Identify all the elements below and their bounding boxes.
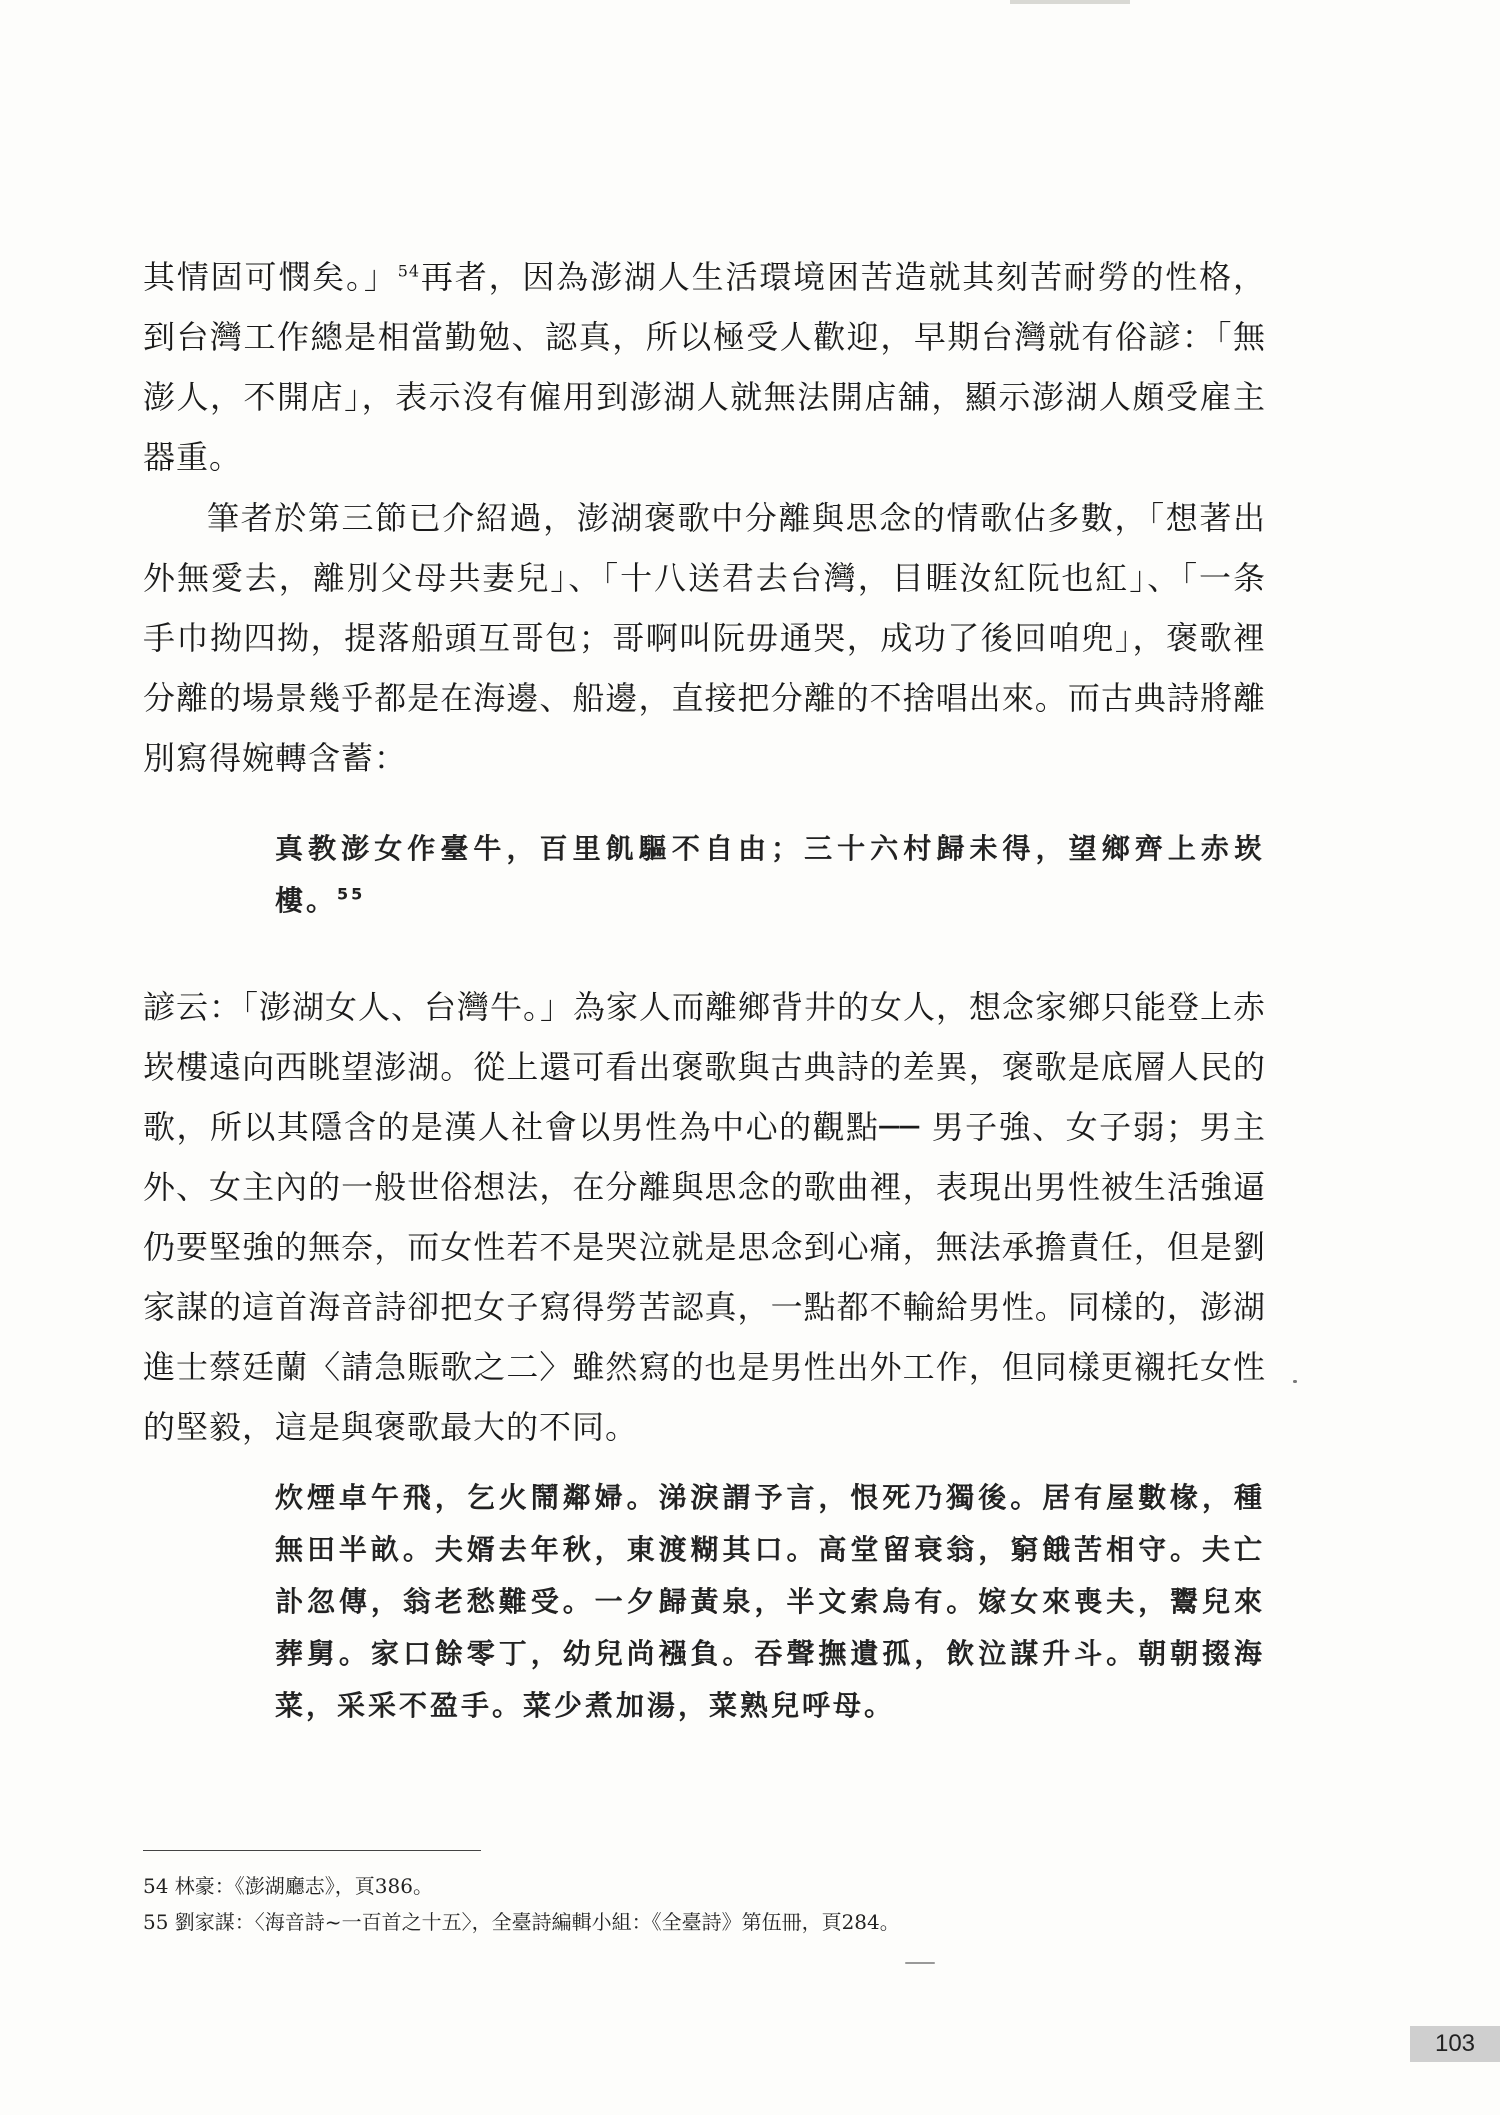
footnotes — [143, 1868, 1266, 1940]
footnote-ref-54[interactable]: 54 — [397, 261, 421, 281]
paragraph-1 — [143, 247, 1266, 487]
scan-speck — [1293, 1380, 1297, 1383]
paragraph-1-part-b: 再者，因為澎湖人生活環境困苦造就其刻苦耐勞的性格，到台灣工作總是相當勤勉、認真，所以極受人歡迎，早期台灣就有俗諺：「無澎人，不開店」，表示沒有僱用到澎湖人就無法開店舖，顯示澎湖人頗受雇主器重。 — [143, 258, 1266, 476]
poem-quote-1 — [275, 823, 1265, 927]
paragraph-2: 筆者於第三節已介紹過，澎湖褒歌中分離與思念的情歌佔多數，「想著出外無愛去，離別父母共妻兒」、「十八送君去台灣，目睚汝紅阮也紅」、「一条手巾拗四拗，提落船頭互哥包；哥啊叫阮毋通哭，成功了後回咱兜」，褒歌裡分離的場景幾乎都是在海邊、船邊，直接把分離的不捨唱出來。而古典詩將離別寫得婉轉含蓄： — [143, 499, 1266, 777]
footnote-ref-55[interactable]: 55 — [337, 884, 366, 904]
scan-speck — [905, 1962, 935, 1964]
footnote-divider — [143, 1850, 481, 1851]
poem-quote-1-text: 真教澎女作臺牛，百里飢驅不自由；三十六村歸未得，望鄉齊上赤崁樓。 — [275, 832, 1265, 917]
footnote-54: 54 林豪：《澎湖廳志》，頁386。 — [143, 1874, 433, 1898]
poem-quote-2: 炊煙卓午飛，乞火鬧鄰婦。涕淚謂予言，恨死乃獨後。居有屋數椽，種無田半畝。夫婿去年秋，東渡糊其口。高堂留衰翁，窮餓苦相守。夫亡訃忽傳，翁老愁難受。一夕歸黃泉，半文索烏有。嫁女來喪夫，鬻兒來葬舅。家口餘零丁，幼兒尚襁負。吞聲撫遺孤，飲泣謀升斗。朝朝掇海菜，采采不盈手。菜少煮加湯，菜熟兒呼母。 — [275, 1481, 1265, 1722]
paragraph-3: 諺云：「澎湖女人、台灣牛。」為家人而離鄉背井的女人，想念家鄉只能登上赤崁樓遠向西眺望澎湖。從上還可看出褒歌與古典詩的差異，褒歌是底層人民的歌，所以其隱含的是漢人社會以男性為中心的觀點── 男子強、女子弱；男主外、女主內的一般世俗想法，在分離與思念的歌曲裡，表現出男性被生活強逼仍要堅強的無奈，而女性若不是哭泣就是思念到心痛，無法承擔責任，但是劉家謀的這首海音詩卻把女子寫得勞苦認真，一點都不輸給男性。同樣的，澎湖進士蔡廷蘭〈請急賑歌之二〉雖然寫的也是男性出外工作，但同樣更襯托女性的堅毅，這是與褒歌最大的不同。 — [143, 988, 1267, 1446]
scan-edge-mark — [1010, 0, 1130, 4]
footnote-55: 55 劉家謀：〈海音詩~一百首之十五〉，全臺詩編輯小組：《全臺詩》第伍冊，頁284。 — [143, 1910, 900, 1934]
page-number: 103 — [1410, 2026, 1500, 2062]
paragraph-1-part-a: 其情固可憫矣。」 — [143, 258, 398, 296]
